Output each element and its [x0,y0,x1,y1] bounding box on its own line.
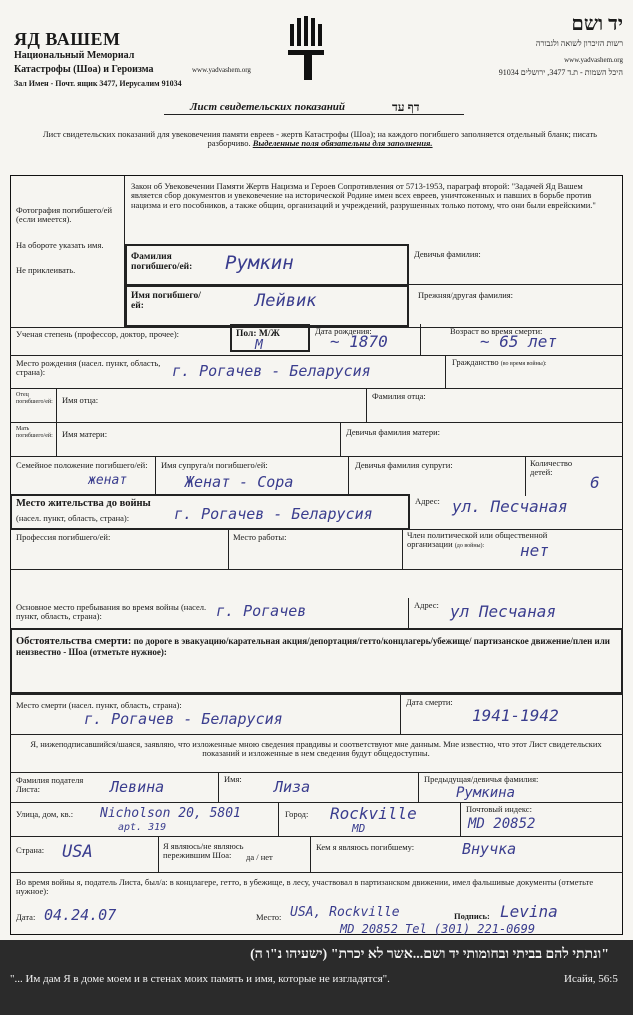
victim-prev-name-label: Прежняя/другая фамилия: [418,290,514,300]
residence-label: Место жительства до войны [16,498,151,509]
wartime-label: Основное место пребывания во время войны (насел. пункт, область, страна): [16,602,207,622]
degree-label: Ученая степень (профессор, доктор, прочее): [16,329,180,339]
street-value[interactable]: Nicholson 20, 5801 [100,806,241,821]
birth-label: Дата рождения: [315,326,372,336]
he-line-2: היכל השמות - ת.ד 3477, ירושלים 91034 [498,68,623,77]
sign-date-value[interactable]: 04.24.07 [44,906,117,924]
submitter-surname-label: Фамилия подателя Листа: [16,775,84,795]
photo-back-note: На обороте указать имя. [16,240,104,250]
org-line-2: Катастрофы (Шоа) и Героизма [14,64,154,75]
yad-vashem-logo-icon [284,14,328,82]
profession-label: Профессия погибшего/ей: [16,532,111,542]
org-website: www.yadvashem.org [192,66,251,74]
wartime-address-label: Адрес: [414,600,439,610]
residence-value[interactable]: г. Рогачев - Беларусия [174,505,373,523]
required-note: Выделенные поля обязательны для заполнения. [252,138,433,149]
birthplace-label: Место рождения (насел. пункт, область, страна): [16,358,161,378]
workplace-label: Место работы: [233,532,287,542]
death-place-value[interactable]: г. Рогачев - Беларусия [84,710,283,728]
circumstances-label: Обстоятельства смерти: [16,636,132,647]
country-value[interactable]: USA [62,842,93,862]
submitter-name-value[interactable]: Лиза [274,778,311,796]
mother-maiden-label: Девичья фамилия матери: [346,427,440,437]
declaration-text: Я, нижеподписавшийся/шаяся, заявляю, что изложенные мною сведения правдивы и соответствуют мне данным. Мне известно, что этот Лист свидетельских показаний и изложенные в нем сведения будут общедоступны. [30,739,602,759]
children-label: Количество детей: [530,458,573,478]
org-name-he: יד ושם [571,13,623,35]
children-value[interactable]: 6 [590,473,600,492]
street-label: Улица, дом, кв.: [16,809,74,819]
victim-firstname-value[interactable]: Лейвик [255,291,317,311]
signature-value[interactable]: Levina [500,902,558,921]
spouse-value[interactable]: Женат - Сора [185,473,294,491]
form-title-he: דף עד [392,100,420,114]
father-surname-label: Фамилия отца: [372,391,426,401]
country-label: Страна: [16,845,45,855]
law-text: Закон об Увековечении Памяти Жертв Нацизма и Героев Сопротивления от 5713-1953, параграф второй: "Задачей Яд Вашем является сбор документов и увековечение на исторической Родине имен всех евреев, уничтоженных и павших в борьбе против нацизма и его пособников, а также общин, организаций и учреждений, разрушенных только потому, что они были еврейскими." [131,181,596,210]
city-label: Город: [285,809,309,819]
death-place-label: Место смерти (насел. пункт, область, страна): [16,700,182,710]
relation-label: Кем я являюсь погибшему: [316,842,415,852]
city-value[interactable]: Rockville [330,804,417,823]
he-line-1: רשות הזיכרון לשואה ולגבורה [535,39,623,48]
victim-maiden-label: Девичья фамилия: [414,249,481,259]
victim-surname-value[interactable]: Румкин [225,252,294,274]
zip-label: Почтовый индекс: [466,804,532,814]
death-date-value[interactable]: 1941-1942 [472,706,559,725]
sign-place-line2[interactable]: MD 20852 Tel (301) 221-0699 [340,922,536,936]
citizenship-label: Гражданство (во время войны): [452,357,547,367]
victim-firstname-label: Имя погибшего/ей: [131,291,201,312]
sign-place-value[interactable]: USA, Rockville [290,905,400,920]
quote-ru: "... Им дам Я в доме моем и в стенах моих память и имя, которые не изгладятся". [10,973,390,985]
street-apt[interactable]: apt. 319 [118,822,167,833]
spouse-maiden-label: Девичья фамилия супруги: [355,460,453,470]
residence-sub: (насел. пункт, область, страна): [16,513,130,523]
circumstances-text [16,636,616,657]
birth-value[interactable]: ~ 1870 [330,332,388,351]
sex-label: Пол: М/Ж [236,329,280,339]
father-tag: Отец погибшего/ей: [16,392,53,405]
org-name-ru: ЯД ВАШЕМ [14,29,121,49]
age-value[interactable]: ~ 65 лет [480,332,558,351]
org-line-1: Национальный Мемориал [14,50,135,61]
circumstances-options: по дороге в эвакуацию/карательная акция/депортация/гетто/концлагерь/убежище/ партизанское движение/плен или неизвестно - Шоа (отметьте нужное): [16,636,610,657]
survivor-label: Я являюсь/не являюсь пережившим Шоа: [163,841,244,861]
marital-value[interactable]: женат [88,473,128,488]
org-address: Зал Имен - Почт. ящик 3477, Иерусалим 91034 [14,79,182,88]
he-website: www.yadvashem.org [564,56,623,64]
war-note: Во время войны я, податель Листа, был/а: в концлагере, гетто, в убежище, в лесу, участвовал в партизанском движении, имел фальшивые документы (отметьте нужное): [16,877,594,897]
wartime-address-value[interactable]: ул Песчаная [450,602,556,621]
member-value[interactable]: нет [520,541,549,560]
intro-text: Лист свидетельских показаний для увековечения памяти евреев - жертв Катастрофы (Шоа); на каждого погибшего заполняется отдельный бланк; писать разборчиво. [42,129,598,149]
photo-label: Фотография погибшего/ей (если имеется). [16,205,112,225]
sex-value[interactable]: М [255,338,263,353]
mother-tag: Мать погибшего/ей: [16,426,53,439]
quote-ref: Исайя, 56:5 [564,973,618,985]
wartime-value[interactable]: г. Рогачев [216,602,307,620]
form-title-ru: Лист свидетельских показаний [190,101,346,113]
mother-name-label: Имя матери: [62,429,108,439]
quote-he: "ונתתי להם בביתי ובחומותי יד ושם...אשר לא יכרת" (ישעיהו נ"ו ה) [250,947,609,962]
birthplace-value[interactable]: г. Рогачев - Беларусия [172,362,371,380]
father-name-label: Имя отца: [62,395,99,405]
victim-surname-label: Фамилия погибшего/ей: [131,252,193,273]
address-value[interactable]: ул. Песчаная [452,497,568,516]
submitter-name-label: Имя: [224,774,242,784]
age-label: Возраст во время смерти: [450,326,543,336]
zip-value[interactable]: MD 20852 [468,816,536,832]
address-label: Адрес: [415,496,440,506]
member-label: Член политической или общественной организации (до войны): [407,530,548,550]
death-date-label: Дата смерти: [406,697,453,707]
sign-date-label: Дата: [16,912,36,922]
submitter-prev-label: Предыдущая/девичья фамилия: [424,774,539,784]
state-value[interactable]: MD [352,822,366,835]
photo-no-glue: Не приклеивать. [16,265,76,275]
survivor-options[interactable]: да / нет [246,852,273,862]
submitter-prev-value[interactable]: Румкина [456,785,516,801]
marital-label: Семейное положение погибшего/ей: [16,460,148,470]
spouse-label: Имя супруга/и погибшего/ей: [161,460,268,470]
submitter-surname-value[interactable]: Левина [110,778,165,796]
intro-paragraph [30,130,610,149]
relation-value[interactable]: Внучка [462,840,517,858]
sign-place-label: Место: [256,912,282,922]
signature-label: Подпись: [454,911,490,921]
